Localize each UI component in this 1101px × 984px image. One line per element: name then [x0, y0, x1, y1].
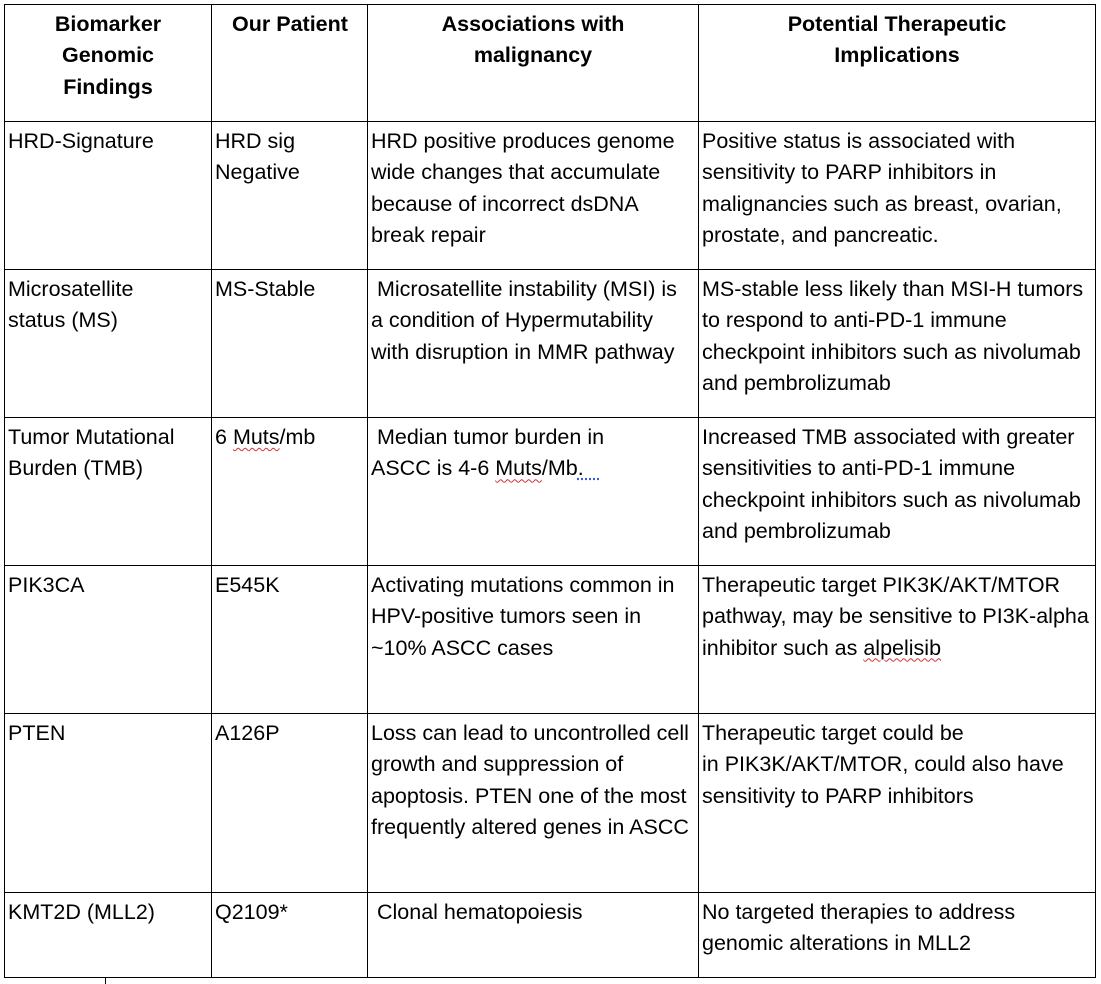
association-prefix: Median tumor burden in ASCC is 4-6: [371, 425, 609, 481]
cell-biomarker: KMT2D (MLL2): [5, 893, 212, 978]
table-row: [5, 893, 1096, 978]
table-row: [5, 122, 1096, 270]
association-middle: /Mb: [541, 456, 578, 481]
spellcheck-flagged-word: alpelisib: [863, 635, 942, 660]
cell-therapy: No targeted therapies to address genomic alterations in MLL2: [699, 893, 1096, 978]
cell-patient: [212, 418, 368, 566]
patient-prefix: 6: [215, 425, 233, 449]
cell-association: Activating mutations common in HPV-positive tumors seen in ~10% ASCC cases: [368, 566, 699, 714]
table-row: [5, 270, 1096, 418]
cell-patient: HRD sig Negative: [212, 122, 368, 270]
table-row: [5, 714, 1096, 893]
cell-association: Clonal hematopoiesis: [368, 893, 699, 978]
header-biomarker: Biomarker Genomic Findings: [5, 5, 212, 122]
header-therapeutic-implications: Potential Therapeutic Implications: [699, 5, 1096, 122]
header-associations: Associations with malignancy: [368, 5, 699, 122]
cell-therapy: MS-stable less likely than MSI-H tumors to respond to anti-PD-1 immune checkpoint inhibitors such as nivolumab and pembrolizumab: [699, 270, 1096, 418]
cell-biomarker: HRD-Signature: [5, 122, 212, 270]
cell-patient: E545K: [212, 566, 368, 714]
cell-biomarker: PIK3CA: [5, 566, 212, 714]
table-row: [5, 418, 1096, 566]
cell-therapy: [699, 566, 1096, 714]
cell-therapy: Positive status is associated with sensitivity to PARP inhibitors in malignancies such as breast, ovarian, prostate, and pancreatic.: [699, 122, 1096, 270]
cell-patient: MS-Stable: [212, 270, 368, 418]
biomarker-table: [4, 4, 1096, 978]
cell-association: HRD positive produces genome wide changes that accumulate because of incorrect dsDNA break repair: [368, 122, 699, 270]
cell-therapy: Increased TMB associated with greater sensitivities to anti-PD-1 immune checkpoint inhibitors such as nivolumab and pembrolizumab: [699, 418, 1096, 566]
patient-suffix: /mb: [279, 425, 316, 449]
header-row: [5, 5, 1096, 122]
spellcheck-flagged-word: Muts: [232, 425, 280, 449]
cell-therapy: [699, 714, 1096, 893]
grammar-flag: .: [577, 456, 602, 481]
cell-patient: A126P: [212, 714, 368, 893]
cell-biomarker: Microsatellite status (MS): [5, 270, 212, 418]
therapy-line: Therapeutic target could be: [702, 721, 964, 745]
cell-biomarker: Tumor Mutational Burden (TMB): [5, 418, 212, 566]
cell-association: [368, 418, 699, 566]
header-our-patient: Our Patient: [212, 5, 368, 122]
page-edge-marker: [105, 977, 106, 984]
spellcheck-flagged-word: Muts: [495, 456, 542, 481]
table-row: [5, 566, 1096, 714]
therapy-text: Therapeutic target PIK3K/AKT/MTOR pathway, may be sensitive to PI3K-alpha inhibitor such as: [702, 573, 1089, 660]
cell-association: Loss can lead to uncontrolled cell growth and suppression of apoptosis. PTEN one of the most frequently altered genes in ASCC: [368, 714, 699, 893]
cell-association: Microsatellite instability (MSI) is a condition of Hypermutability with disruption in MMR pathway: [368, 270, 699, 418]
cell-patient: Q2109*: [212, 893, 368, 978]
cell-biomarker: PTEN: [5, 714, 212, 893]
therapy-line: in PIK3K/AKT/MTOR, could also have sensitivity to PARP inhibitors: [702, 752, 1064, 808]
